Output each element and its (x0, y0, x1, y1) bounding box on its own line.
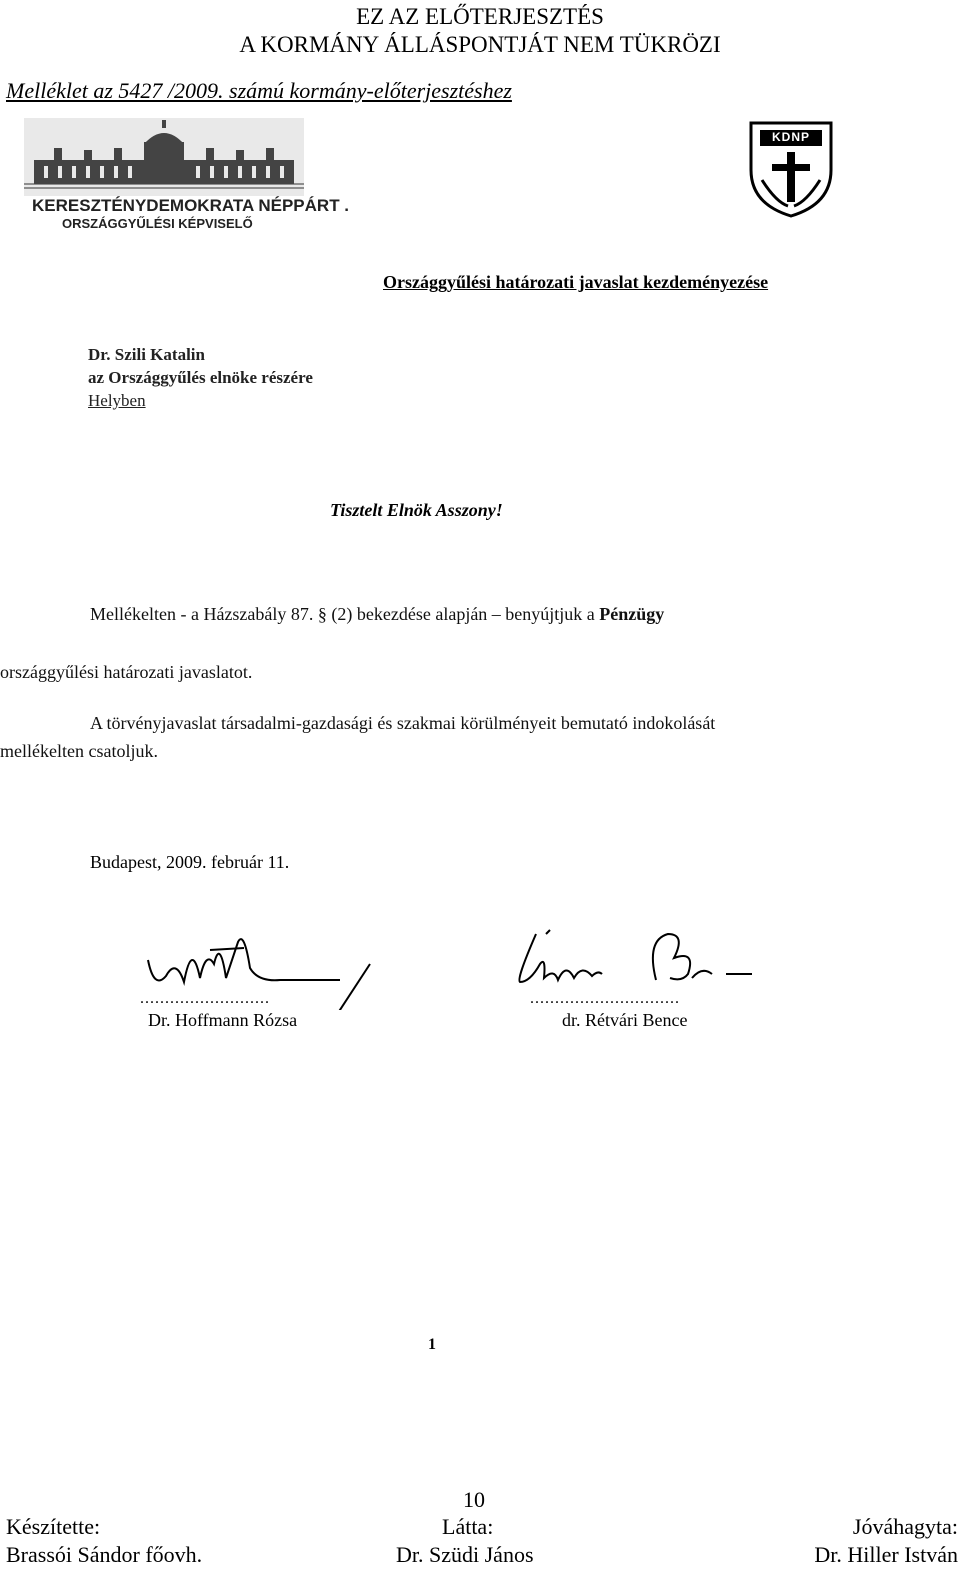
inner-page-number: 1 (428, 1336, 436, 1353)
footer-page-number: 10 (463, 1487, 485, 1512)
paragraph-2-line-1: A törvényjavaslat társadalmi-gazdasági és szakmai körülményeit bemutató indokolását (90, 713, 716, 733)
addressee-name: Dr. Szili Katalin (88, 345, 205, 364)
paragraph-1-line-3: országgyűlési határozati javaslatot. (0, 662, 253, 682)
footer-seen-name: Dr. Szüdi János (396, 1542, 534, 1567)
header-title-line2: A KORMÁNY ÁLLÁSPONTJÁT NEM TÜKRÖZI (239, 32, 721, 57)
initiative-title: Országgyűlési határozati javaslat kezdeményezése (383, 272, 769, 292)
header-title-line1: EZ AZ ELŐTERJESZTÉS (356, 4, 604, 29)
salutation: Tisztelt Elnök Asszony! (330, 500, 503, 520)
signature-line-right: .............................. (530, 990, 680, 1007)
addressee-location: Helyben (88, 391, 146, 410)
paragraph-2-line-2: mellékelten csatoljuk. (0, 741, 158, 761)
signer-left-name: Dr. Hoffmann Rózsa (148, 1010, 298, 1030)
footer-approved-name: Dr. Hiller István (814, 1542, 958, 1567)
party-name: KERESZTÉNYDEMOKRATA NÉPPÁRT . (32, 196, 350, 215)
kdnp-logo-text: KDNP (771, 130, 810, 144)
addressee-role: az Országgyűlés elnöke részére (88, 368, 313, 387)
paragraph-1-text-a: Mellékelten - a Házszabály 87. § (2) bekezdése alapján – benyújtjuk a (90, 604, 595, 624)
paragraph-1-text-b: Pénzügy (599, 604, 665, 624)
footer-seen-label: Látta: (442, 1514, 494, 1539)
paragraph-1-line-1 (90, 604, 664, 625)
footer-prepared-label: Készítette: (6, 1514, 101, 1539)
parliament-building-image (24, 118, 304, 196)
footer-approved-label: Jóváhagyta: (852, 1514, 958, 1539)
annex-reference: Melléklet az 5427 /2009. számú kormány-előterjesztéshez (6, 78, 512, 103)
footer-prepared-name: Brassói Sándor főovh. (6, 1542, 203, 1567)
party-role: ORSZÁGGYŰLÉSI KÉPVISELŐ (62, 216, 253, 231)
place-date: Budapest, 2009. február 11. (90, 852, 290, 872)
signer-right-name: dr. Rétvári Bence (562, 1010, 688, 1030)
signature-line-left: .......................... (140, 990, 270, 1007)
